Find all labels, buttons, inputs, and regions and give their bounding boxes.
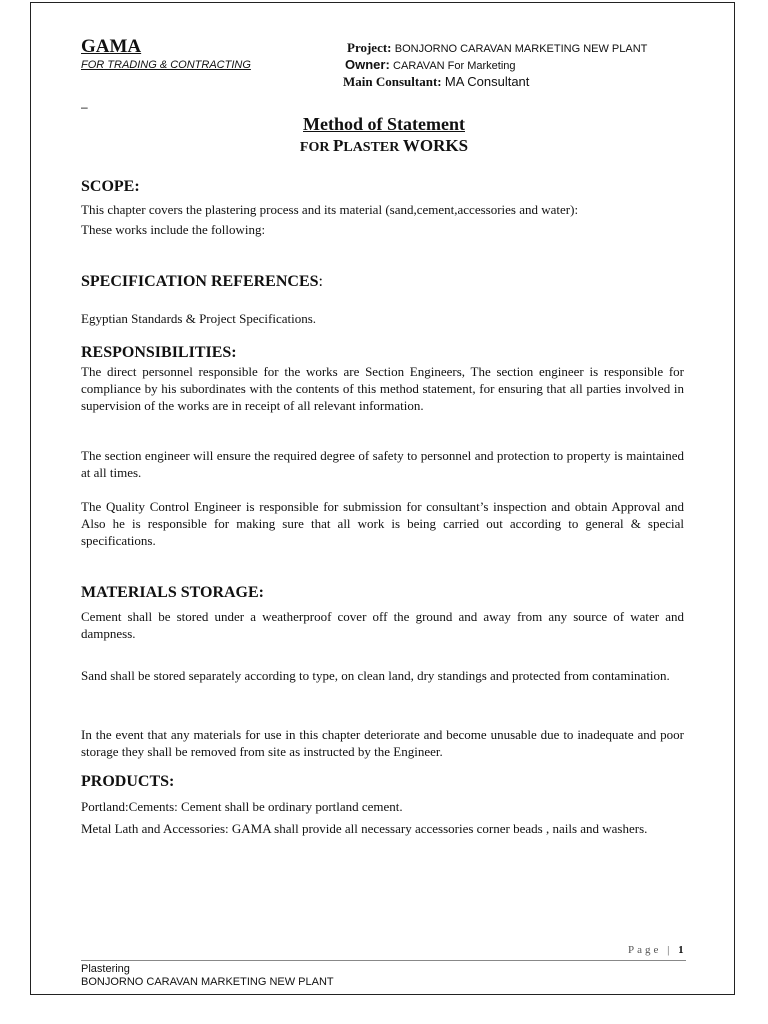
scope-paragraph-2: These works include the following:: [81, 222, 266, 237]
consultant-label: Main Consultant:: [343, 74, 442, 89]
subtitle-laster: LASTER: [343, 140, 403, 155]
consultant-value: MA Consultant: [444, 74, 530, 89]
storage-paragraph-2: Sand shall be stored separately according to type, on clean land, dry standings and protected from contamination.: [81, 668, 670, 683]
document-subtitle: [0, 136, 768, 156]
spec-heading-colon: :: [318, 273, 323, 290]
company-name: GAMA: [81, 36, 142, 57]
products-paragraph-1: Portland:Cements: Cement shall be ordinary portland cement.: [81, 799, 403, 814]
page-number: [628, 944, 684, 956]
project-label: Project:: [347, 40, 392, 55]
project-row: [347, 40, 647, 56]
subtitle-for: FOR: [299, 140, 333, 155]
subtitle-p: P: [332, 136, 344, 155]
page-number-value: 1: [678, 944, 684, 956]
footer-label: Plastering: [81, 963, 130, 975]
scope-paragraph-1: This chapter covers the plastering process and its material (sand,cement,accessories and water):: [81, 202, 579, 217]
project-value: BONJORNO CARAVAN MARKETING NEW PLANT: [394, 43, 648, 55]
dash-mark: –: [81, 100, 88, 114]
storage-paragraph-1: Cement shall be stored under a weatherproof cover off the ground and away from any source of water and dampness.: [81, 609, 684, 641]
page-separator: |: [661, 944, 679, 956]
responsibilities-paragraph-1: The direct personnel responsible for the works are Section Engineers, The section engineer is responsible for compliance by his subordinates with the contents of this method statement, for ensuring that all parties involved in supervision of the works are in receipt of all relevant information.: [81, 364, 684, 413]
storage-paragraph-3: In the event that any materials for use in this chapter deteriorate and become unusable due to inadequate and poor storage they shall be removed from site as instructed by the Engineer.: [81, 727, 684, 759]
spec-heading: [81, 273, 323, 291]
consultant-row: [343, 74, 529, 90]
spec-paragraph-1: Egyptian Standards & Project Specifications.: [81, 311, 317, 326]
scope-heading: SCOPE:: [81, 178, 140, 195]
subtitle-works: WORKS: [402, 136, 469, 155]
storage-heading: MATERIALS STORAGE:: [81, 584, 264, 601]
products-heading: PRODUCTS:: [81, 773, 175, 790]
company-tagline: FOR TRADING & CONTRACTING: [81, 59, 251, 71]
document-title: Method of Statement: [303, 114, 465, 134]
page-word: Page: [628, 944, 662, 956]
owner-row: [345, 57, 516, 73]
products-paragraph-2: Metal Lath and Accessories: GAMA shall provide all necessary accessories corner beads , nails and washers.: [81, 821, 648, 836]
owner-value: CARAVAN For Marketing: [393, 60, 516, 72]
responsibilities-paragraph-3: The Quality Control Engineer is responsible for submission for consultant’s inspection and obtain Approval and Also he is responsible for making sure that all work is being carried out according to general & special specifications.: [81, 499, 684, 548]
spec-heading-text: SPECIFICATION REFERENCES: [81, 273, 319, 290]
owner-label: Owner:: [345, 57, 390, 72]
responsibilities-heading: RESPONSIBILITIES:: [81, 344, 237, 361]
footer-divider: [81, 960, 686, 961]
responsibilities-paragraph-2: The section engineer will ensure the required degree of safety to personnel and protection to property is maintained at all times.: [81, 448, 684, 480]
footer-project: BONJORNO CARAVAN MARKETING NEW PLANT: [81, 976, 334, 988]
